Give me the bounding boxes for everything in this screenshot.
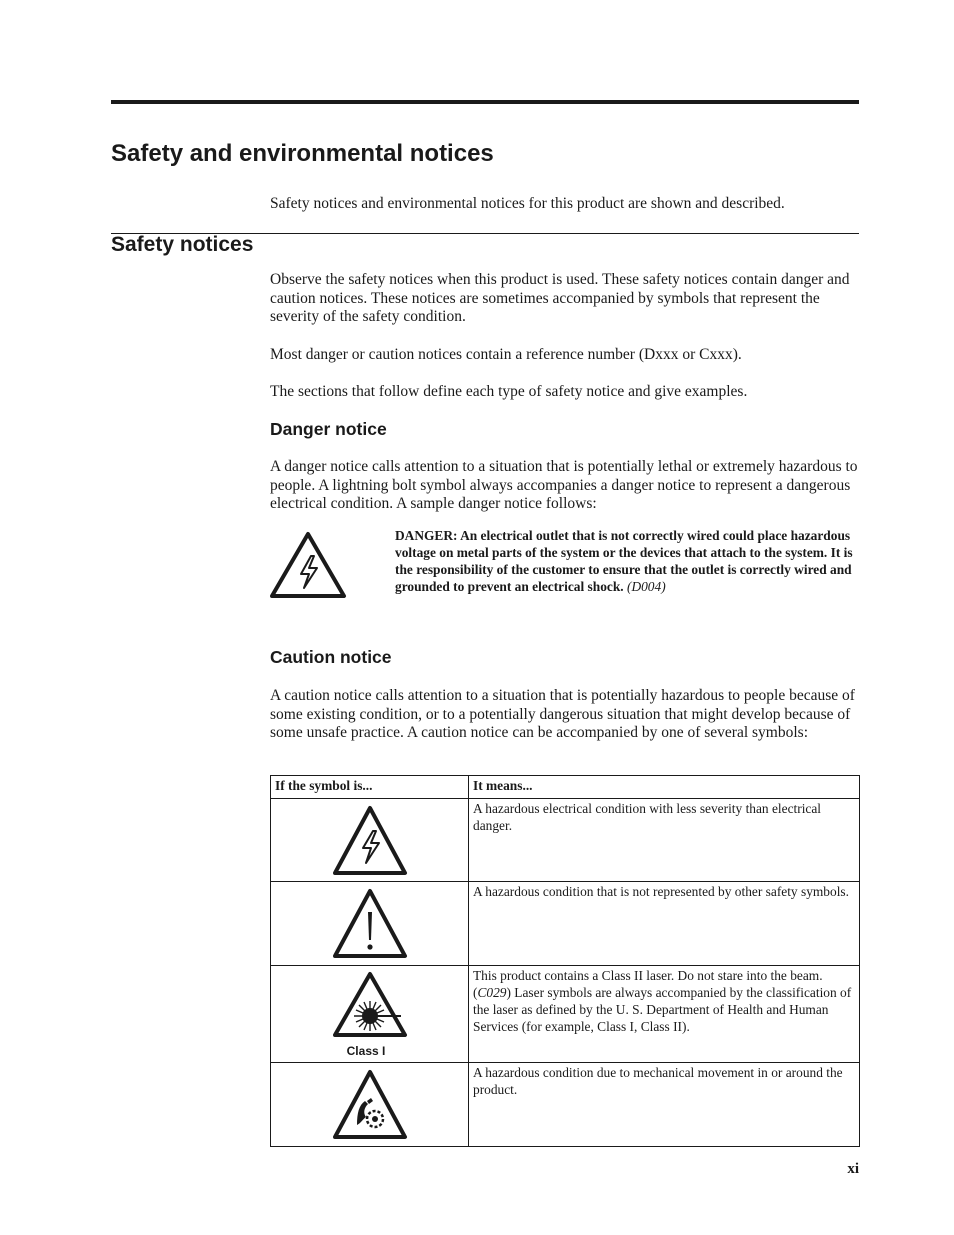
table-row (271, 799, 860, 882)
row-meaning: A hazardous electrical condition with less severity than electrical danger. (469, 799, 860, 882)
table-header-meaning: It means... (469, 776, 860, 799)
row-meaning: A hazardous condition that is not represented by other safety symbols. (469, 882, 860, 966)
caution-notice-heading: Caution notice (270, 647, 392, 667)
row-meaning-post: ) Laser symbols are always accompanied by the classification of the laser as defined by the U. S. Department of Health and Human Services (for example, Class I, Class II). (473, 985, 852, 1034)
safety-notices-heading: Safety notices (111, 233, 254, 256)
laser-class-icon (271, 968, 469, 1061)
lightning-warning-icon (268, 530, 348, 602)
caution-paragraph: A caution notice calls attention to a situation that is potentially hazardous to people because of some existing condition, or to a potentially dangerous situation that might develop because of some unsafe practice. A caution notice can be accompanied by one of several symbols: (270, 687, 855, 742)
danger-sample-text: DANGER: An electrical outlet that is not correctly wired could place hazardous voltage on metal parts of the system or the devices that attach to the system. It is the responsibility of the customer to ensure that the outlet is correctly wired and grounded to prevent an electrical shock. (395, 528, 853, 595)
table-row (271, 1063, 860, 1147)
page-number: xi (847, 1161, 859, 1177)
table-row (271, 966, 860, 1063)
table-header-symbol: If the symbol is... (271, 776, 469, 799)
safety-paragraph-1: Observe the safety notices when this product is used. These safety notices contain danger and caution notices. These notices are sometimes accompanied by symbols that represent the severity of the safety condition. (270, 271, 850, 326)
table-row (271, 882, 860, 966)
laser-class-label: Class I (346, 1043, 386, 1058)
row-meaning-pre: This product contains a Class II laser. Do not stare into the beam. ( (473, 968, 823, 1000)
row-meaning: A hazardous condition due to mechanical movement in or around the product. (469, 1063, 860, 1147)
danger-sample-notice (395, 527, 859, 595)
electrical-caution-icon (271, 801, 469, 880)
safety-paragraph-3: The sections that follow define each type of safety notice and give examples. (270, 383, 748, 400)
top-rule (111, 100, 859, 104)
safety-paragraph-2: Most danger or caution notices contain a reference number (Dxxx or Cxxx). (270, 346, 742, 363)
danger-paragraph: A danger notice calls attention to a situation that is potentially lethal or extremely hazardous to people. A lightning bolt symbol always accompanies a danger notice to represent a dangerous electrical condition. A sample danger notice follows: (270, 458, 858, 513)
table-header-row (271, 776, 860, 799)
row-meaning (469, 966, 860, 1063)
row-meaning-ref: C029 (477, 985, 507, 1000)
symbol-table (270, 775, 860, 1147)
intro-paragraph: Safety notices and environmental notices for this product are shown and described. (270, 195, 785, 212)
danger-sample-ref: (D004) (626, 579, 666, 595)
exclamation-caution-icon (271, 884, 469, 964)
danger-notice-heading: Danger notice (270, 419, 387, 439)
mechanical-hazard-icon (271, 1065, 469, 1145)
page-title: Safety and environmental notices (111, 140, 494, 167)
